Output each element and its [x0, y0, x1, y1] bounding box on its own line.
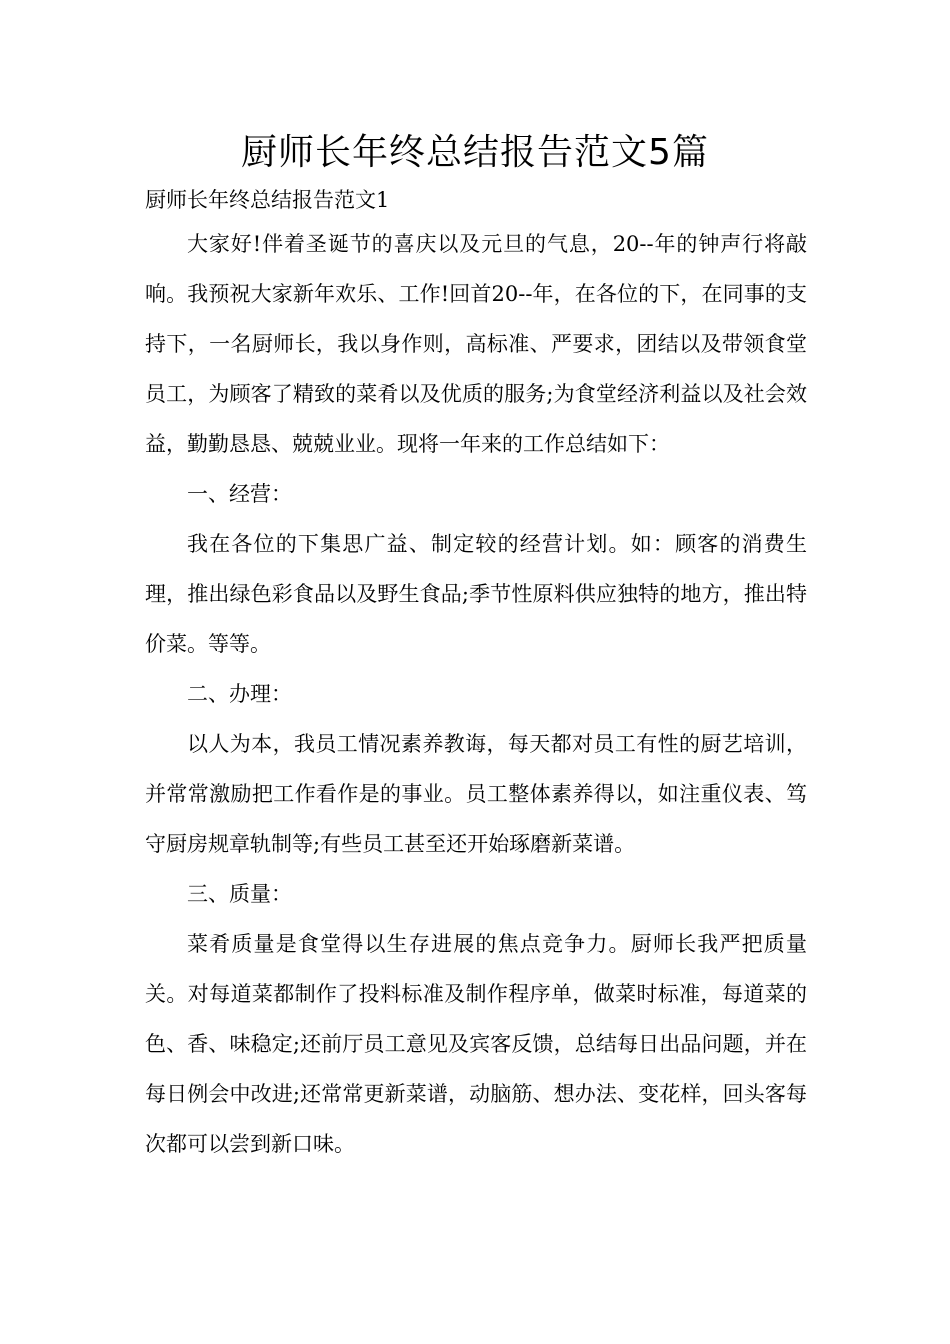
- paragraph-management: 以人为本，我员工情况素养教诲，每天都对员工有性的厨艺培训，并常常激励把工作看作是的事业。员工整体素养得以，如注重仪表、笃守厨房规章轨制等;有些员工甚至还开始琢磨新菜谱。: [145, 732, 807, 856]
- document-subtitle: 厨师长年终总结报告范文1: [145, 188, 390, 212]
- paragraph-operation: 我在各位的下集思广益、制定较的经营计划。如：顾客的消费生理，推出绿色彩食品以及野生食品;季节性原料供应独特的地方，推出特价菜。等等。: [145, 532, 807, 656]
- paragraph-quality: 菜肴质量是食堂得以生存进展的焦点竞争力。厨师长我严把质量关。对每道菜都制作了投料标准及制作程序单，做菜时标准，每道菜的色、香、味稳定;还前厅员工意见及宾客反馈，总结每日出品问题，并在每日例会中改进;还常常更新菜谱，动脑筋、想办法、变花样，回头客每次都可以尝到新口味。: [145, 932, 807, 1156]
- page-title: 厨师长年终总结报告范文5篇: [241, 132, 709, 173]
- section-heading-quality: 三、质量：: [187, 882, 292, 906]
- section-heading-management: 二、办理：: [187, 682, 292, 706]
- section-heading-operation: 一、经营：: [187, 482, 292, 506]
- document-body: [145, 181, 807, 1169]
- paragraph-intro: 大家好!伴着圣诞节的喜庆以及元旦的气息，20--年的钟声行将敲响。我预祝大家新年欢乐、工作!回首20--年，在各位的下，在同事的支持下，一名厨师长，我以身作则，高标准、严要求，团结以及带领食堂员工，为顾客了精致的菜肴以及优质的服务;为食堂经济利益以及社会效益，勤勤恳恳、兢兢业业。现将一年来的工作总结如下：: [145, 232, 807, 456]
